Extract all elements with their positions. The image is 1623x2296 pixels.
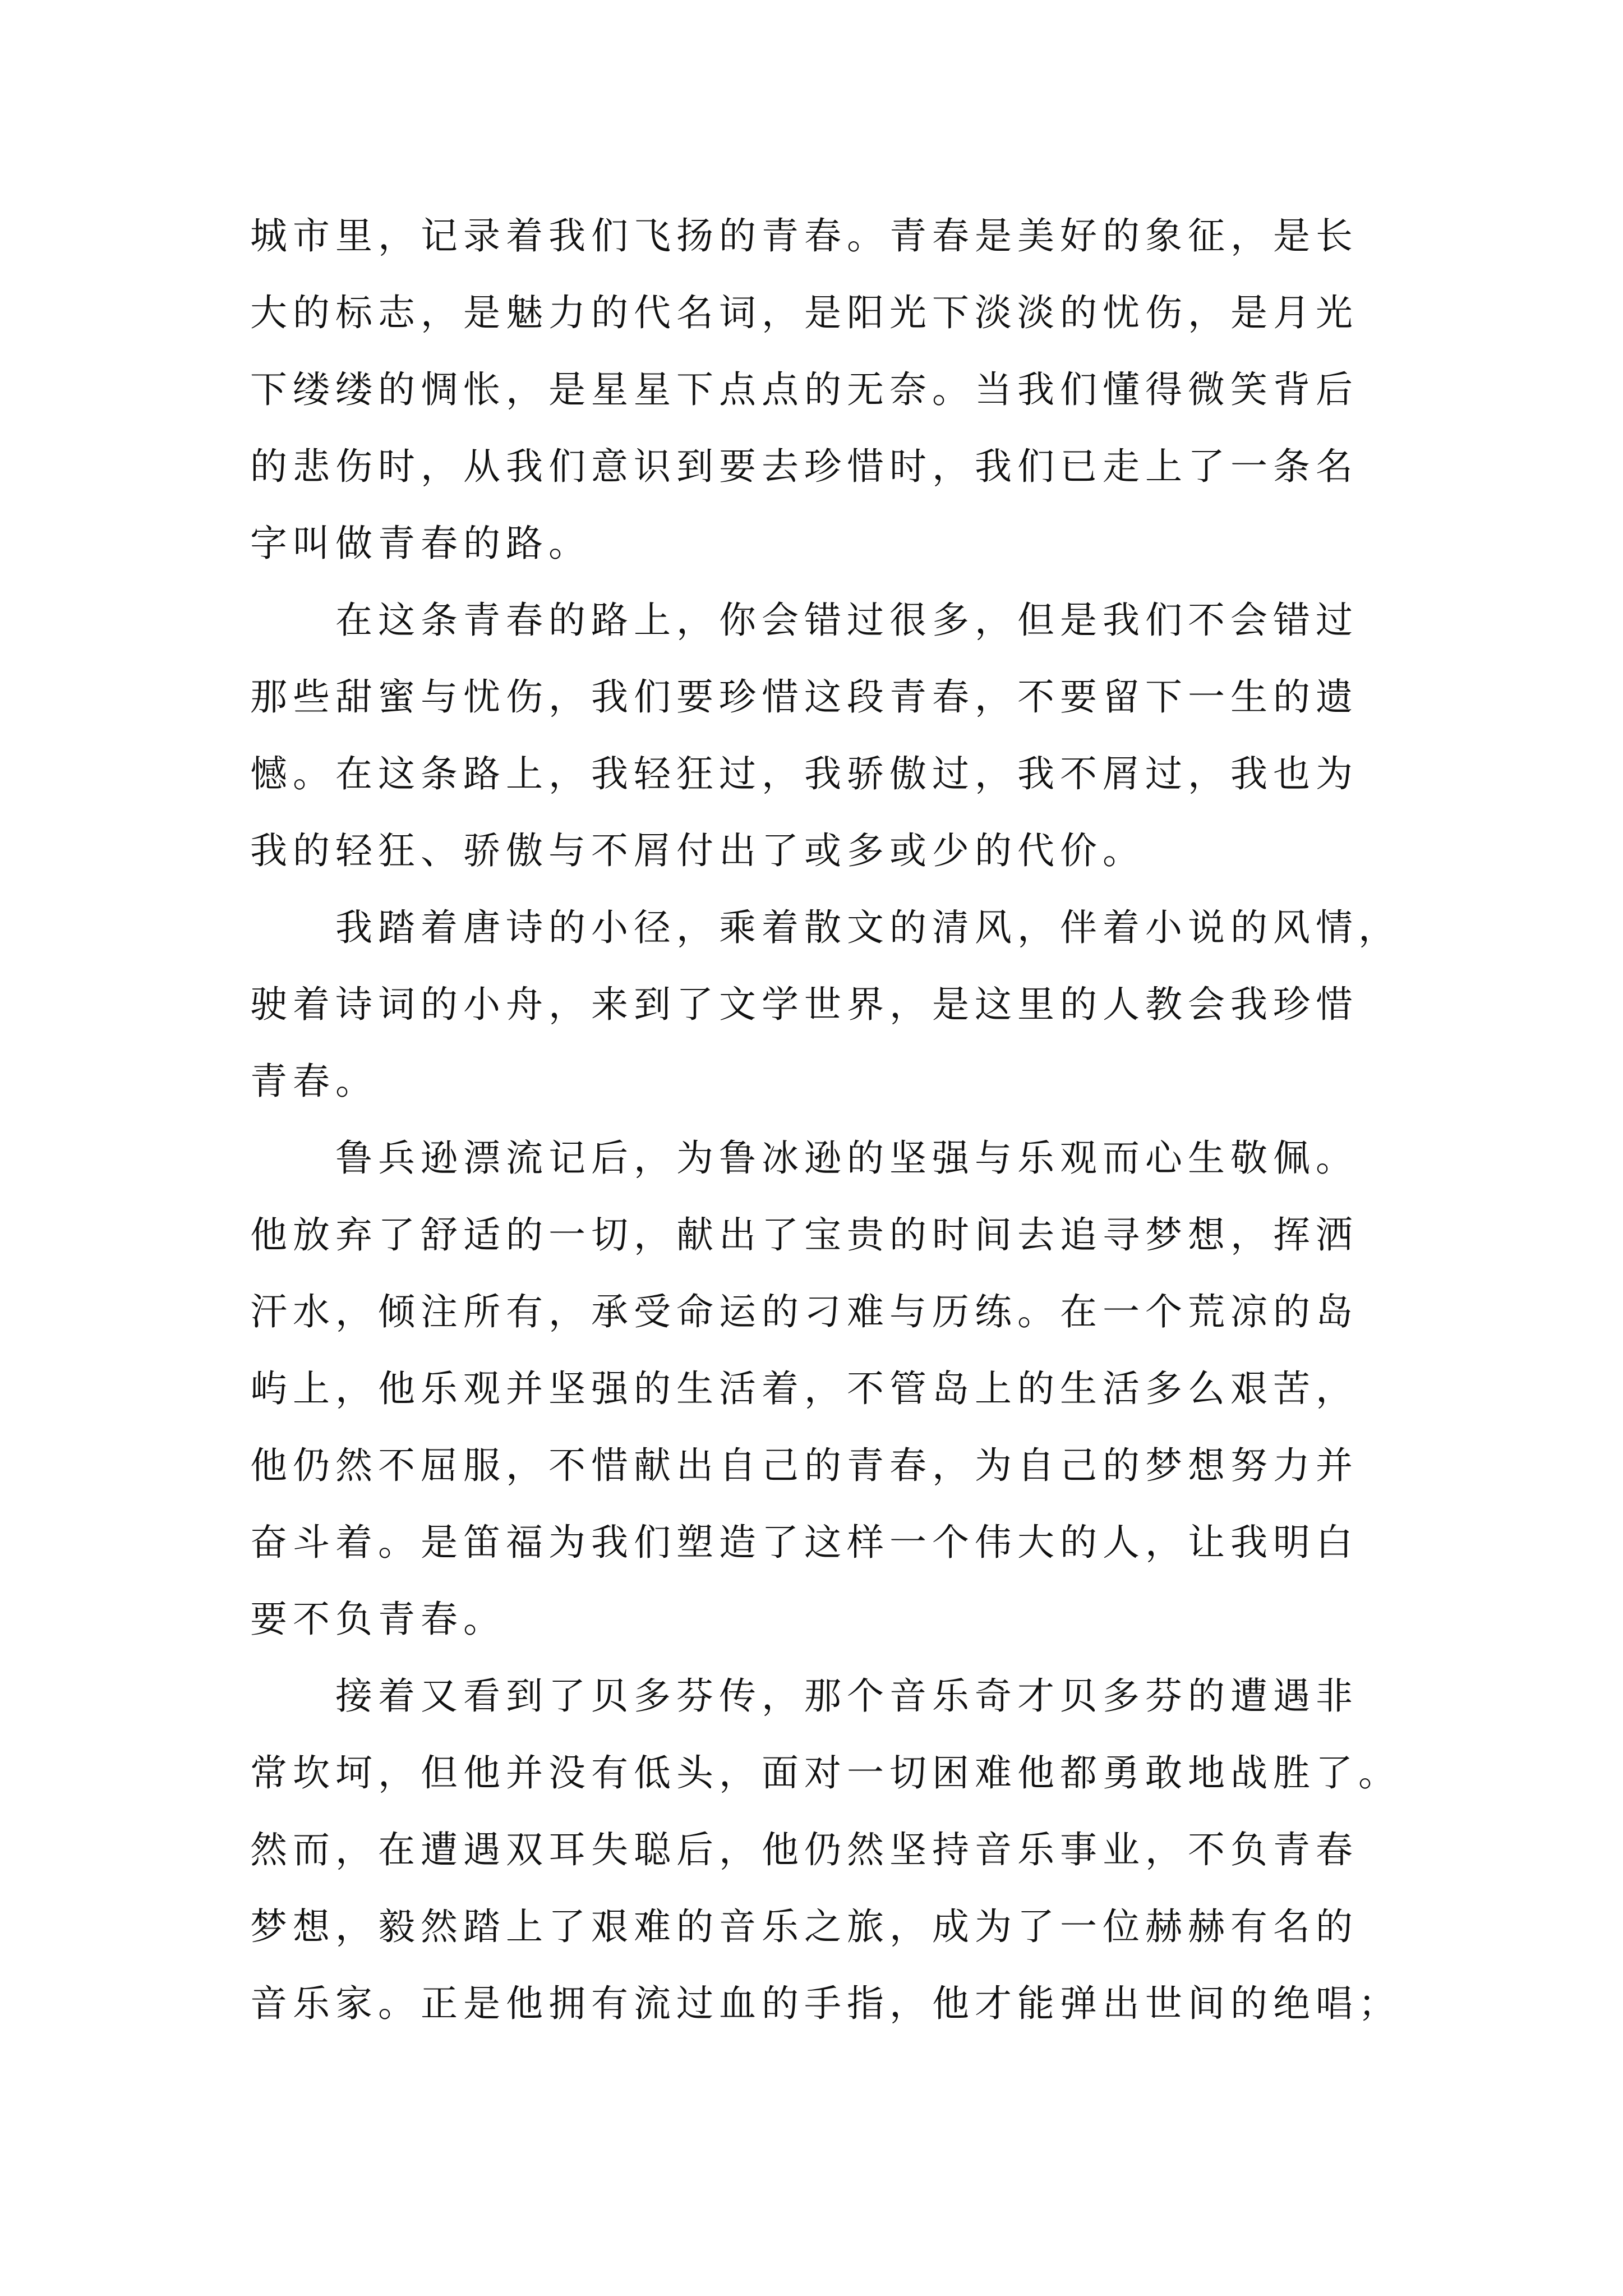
paragraph-first-line: 鲁兵逊漂流记后，为鲁冰逊的坚强与乐观而心生敬佩。 xyxy=(335,1137,1358,1180)
text-line: 屿上，他乐观并坚强的生活着，不管岛上的生活多么艰苦， xyxy=(250,1367,1358,1410)
paragraph-first-line: 我踏着唐诗的小径，乘着散文的清风，伴着小说的风情， xyxy=(335,906,1401,949)
text-line: 奋斗着。是笛福为我们塑造了这样一个伟大的人，让我明白 xyxy=(250,1521,1358,1564)
text-line: 城市里，记录着我们飞扬的青春。青春是美好的象征，是长 xyxy=(250,214,1358,257)
text-line: 大的标志，是魅力的代名词，是阳光下淡淡的忧伤，是月光 xyxy=(250,291,1358,334)
text-line: 然而，在遭遇双耳失聪后，他仍然坚持音乐事业，不负青春 xyxy=(250,1828,1358,1871)
text-line: 汗水，倾注所有，承受命运的刁难与历练。在一个荒凉的岛 xyxy=(250,1290,1358,1333)
text-line: 我的轻狂、骄傲与不屑付出了或多或少的代价。 xyxy=(250,829,1145,872)
text-line: 那些甜蜜与忧伤，我们要珍惜这段青春，不要留下一生的遗 xyxy=(250,675,1358,719)
body-text xyxy=(250,197,1401,2042)
text-line: 音乐家。正是他拥有流过血的手指，他才能弹出世间的绝唱； xyxy=(250,1982,1401,2025)
text-line: 的悲伤时，从我们意识到要去珍惜时，我们已走上了一条名 xyxy=(250,445,1358,488)
text-line: 下缕缕的惆怅，是星星下点点的无奈。当我们懂得微笑背后 xyxy=(250,368,1358,411)
text-line: 他放弃了舒适的一切，献出了宝贵的时间去追寻梦想，挥洒 xyxy=(250,1213,1358,1257)
text-line: 字叫做青春的路。 xyxy=(250,522,591,565)
paragraph-first-line: 接着又看到了贝多芬传，那个音乐奇才贝多芬的遭遇非 xyxy=(335,1674,1358,1718)
text-line: 常坎坷，但他并没有低头，面对一切困难他都勇敢地战胜了。 xyxy=(250,1751,1401,1795)
text-line: 他仍然不屈服，不惜献出自己的青春，为自己的梦想努力并 xyxy=(250,1444,1358,1487)
text-line: 要不负青春。 xyxy=(250,1598,506,1641)
text-line: 憾。在这条路上，我轻狂过，我骄傲过，我不屑过，我也为 xyxy=(250,752,1358,795)
text-line: 青春。 xyxy=(250,1060,378,1103)
paragraph-first-line: 在这条青春的路上，你会错过很多，但是我们不会错过 xyxy=(335,599,1358,642)
text-line: 梦想，毅然踏上了艰难的音乐之旅，成为了一位赫赫有名的 xyxy=(250,1905,1358,1948)
text-line: 驶着诗词的小舟，来到了文学世界，是这里的人教会我珍惜 xyxy=(250,983,1358,1026)
